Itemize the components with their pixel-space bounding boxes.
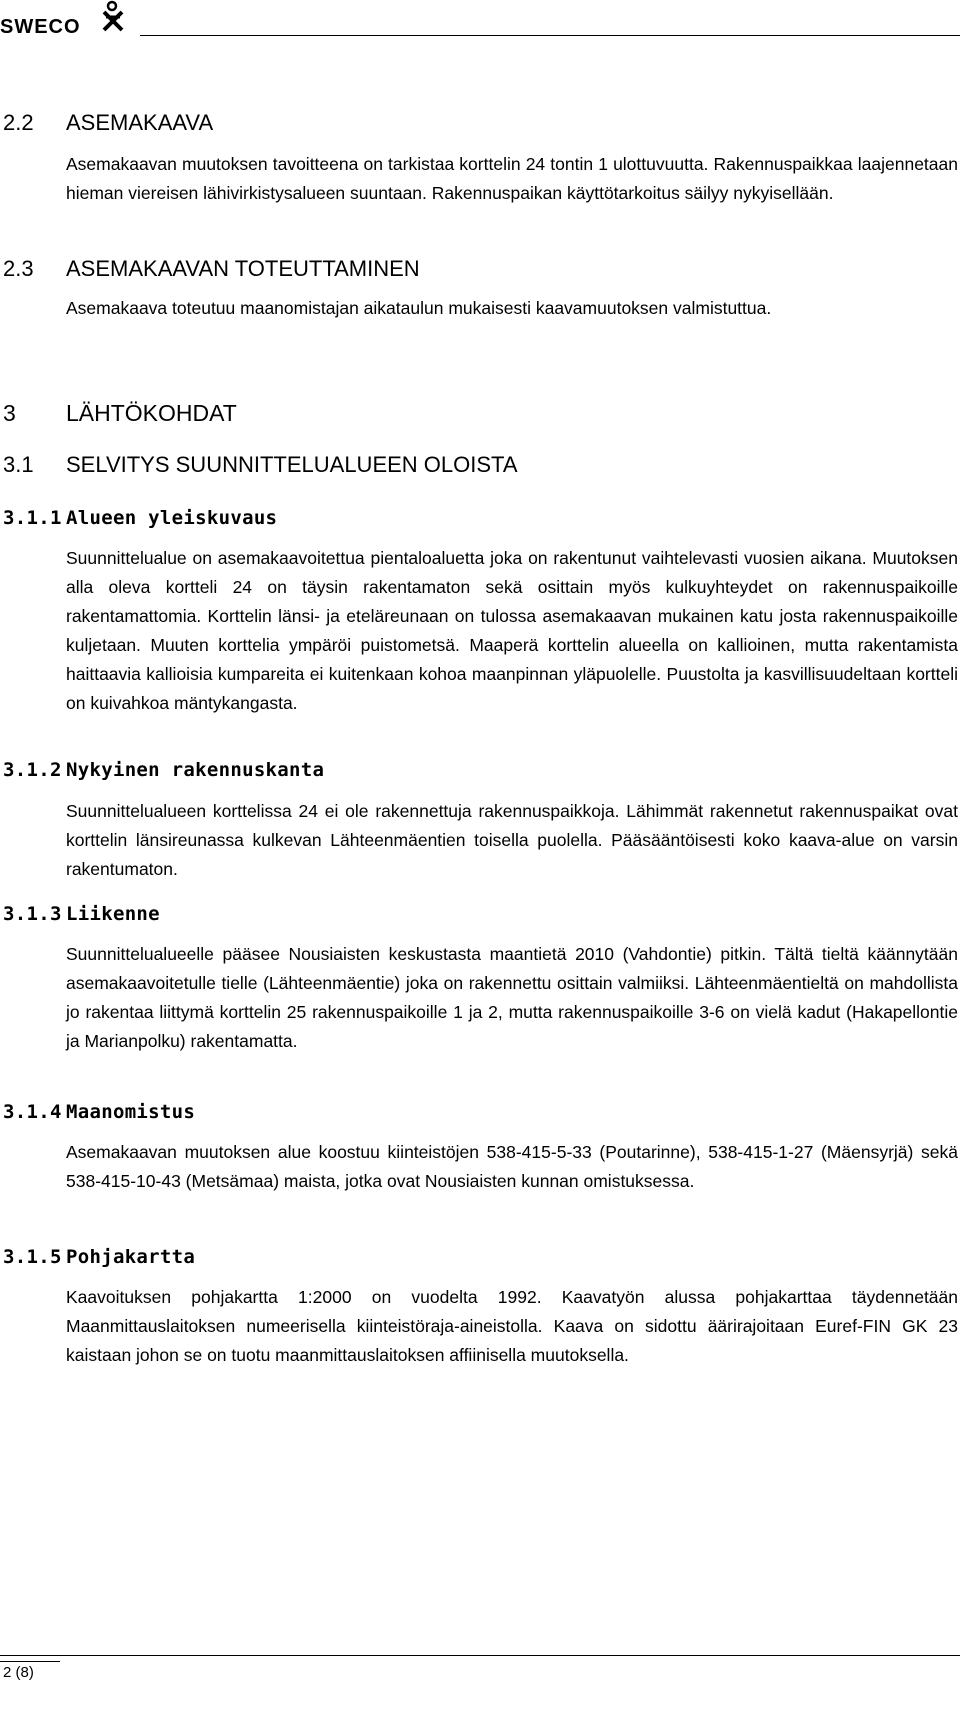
paragraph-3-1-1: Suunnittelualue on asemakaavoitettua pientaloaluetta joka on rakentunut vaihtelevasti vuosien aikana. Muutoksen alla oleva kortteli 24 on täysin rakentamaton sekä osittain myös kulkuyhteydet on rakennuspaikoille rakentamattomia. Korttelin länsi- ja eteläreunaan on tulossa asemakaavan mukainen katu josta rakennuspaikoille kuljetaan. Muuten korttelia ympäröi puistometsä. Maaperä korttelin alueella on kallioinen, mutta rakentamista haittaavia kallioisia kumpareita ei kuitenkaan kohoa maanpinnan yläpuolelle. Puustolta ja kasvillisuudeltaan kortteli on kuivahkoa mäntykangasta. <box>66 548 958 713</box>
footer-rule-short <box>0 1661 60 1662</box>
heading-number: 3.1.4 <box>3 1101 62 1123</box>
heading-title: Alueen yleiskuvaus <box>66 507 278 529</box>
heading-number: 3.1.2 <box>3 759 62 781</box>
sweco-logo <box>0 0 150 44</box>
paragraph-2-3: Asemakaava toteutuu maanomistajan aikataulun mukaisesti kaavamuutoksen valmistuttua. <box>66 298 772 318</box>
heading-number: 2.3 <box>3 256 34 281</box>
paragraph-3-1-5: Kaavoituksen pohjakartta 1:2000 on vuodelta 1992. Kaavatyön alussa pohjakarttaa täydennetään Maanmittauslaitoksen numeerisella kiinteistöraja-aineistolla. Kaava on sidottu äärirajoitaan Euref-FIN GK 23 kaistaan johon se on tuotu maanmittauslaitoksen affiinisella muutoksella. <box>66 1287 958 1365</box>
heading-title: LÄHTÖKOHDAT <box>66 400 237 426</box>
heading-title: Liikenne <box>66 903 160 925</box>
header-rule <box>140 35 960 36</box>
heading-number: 2.2 <box>3 110 34 135</box>
heading-title: SELVITYS SUUNNITTELUALUEEN OLOISTA <box>66 452 518 477</box>
heading-number: 3.1 <box>3 452 34 477</box>
heading-title: ASEMAKAAVAN TOTEUTTAMINEN <box>66 256 420 281</box>
paragraph-3-1-4: Asemakaavan muutoksen alue koostuu kiinteistöjen 538-415-5-33 (Poutarinne), 538-415-1-27 (Mäensyrjä) sekä 538-415-10-43 (Metsämaa) maista, jotka ovat Nousiaisten kunnan omistuksessa. <box>66 1142 958 1191</box>
heading-number: 3.1.3 <box>3 903 62 925</box>
heading-number: 3 <box>3 400 16 426</box>
heading-title: Nykyinen rakennuskanta <box>66 759 325 781</box>
logo-text: SWECO <box>0 16 81 38</box>
page-number: 2 (8) <box>3 1664 34 1681</box>
paragraph-2-2: Asemakaavan muutoksen tavoitteena on tarkistaa korttelin 24 tontin 1 ulottuvuutta. Rakennuspaikkaa laajennetaan hieman viereisen lähivirkistysalueen suuntaan. Rakennuspaikan käyttötarkoitus säilyy nykyisellään. <box>66 154 958 203</box>
heading-title: Maanomistus <box>66 1101 196 1123</box>
footer-rule <box>0 1655 960 1656</box>
heading-title: Pohjakartta <box>66 1246 196 1268</box>
heading-number: 3.1.1 <box>3 507 62 529</box>
sweco-figure-icon <box>96 0 136 40</box>
heading-title: ASEMAKAAVA <box>66 110 214 135</box>
heading-number: 3.1.5 <box>3 1246 62 1268</box>
paragraph-3-1-3: Suunnittelualueelle pääsee Nousiaisten keskustasta maantietä 2010 (Vahdontie) pitkin. Tältä tieltä käännytään asemakaavoitetulle tielle (Lähteenmäentie) joka on rakennettu osittain valmiiksi. Lähteenmäentieltä on mahdollista jo rakentaa liittymä korttelin 25 rakennuspaikoille 1 ja 2, mutta rakennuspaikoille 3-6 on vielä kadut (Hakapellontie ja Marianpolku) rakentamatta. <box>66 944 958 1051</box>
paragraph-3-1-2: Suunnittelualueen korttelissa 24 ei ole rakennettuja rakennuspaikkoja. Lähimmät rakennetut rakennuspaikat ovat korttelin länsireunassa kulkevan Lähteenmäentien toisella puolella. Pääsääntöisesti koko kaava-alue on varsin rakentumaton. <box>66 801 958 879</box>
